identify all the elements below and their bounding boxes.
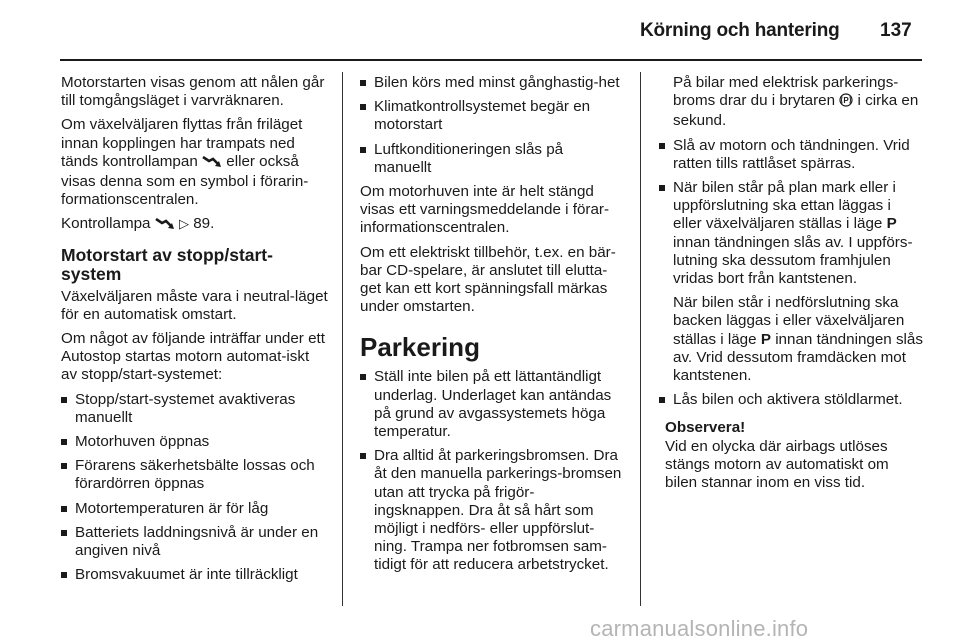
column-1	[61, 74, 329, 590]
list-item: Ställ inte bilen på ett lättantändligt underlag. Underlaget kan antändas på grund av avgassystemets höga temperatur.	[360, 368, 624, 441]
note-text: Vid en olycka där airbags utlöses stängs motorn av automatiskt om bilen stannar inom en viss tid.	[665, 437, 889, 492]
svg-text:P: P	[843, 96, 849, 106]
paragraph: Om något av följande inträffar under ett Autostop startas motorn automat-iskt av stopp/start-systemet:	[61, 330, 325, 384]
column-3	[659, 74, 923, 492]
list-item: Dra alltid åt parkeringsbromsen. Dra åt den manuella parkerings-bromsen utan att trycka på frigör-ingsknappen. Dra åt så hårt som möjligt i nedförs- eller uppförslut-ning. Trampa ner fotbromsen sam-tidigt för att reducera arbetstrycket.	[360, 447, 624, 574]
column-divider-2	[640, 72, 641, 606]
list-item: Slå av motorn och tändningen. Vrid ratten tills rattlåset spärras.	[659, 137, 923, 173]
paragraph	[61, 215, 329, 235]
column-divider-1	[342, 72, 343, 606]
list-item: Luftkonditioneringen slås på manuellt	[360, 141, 624, 177]
paragraph-text: På bilar med elektrisk parkerings-broms drar du i brytaren	[673, 74, 899, 110]
list-item	[659, 179, 923, 385]
gear-position-p: P	[886, 215, 897, 233]
shift-arrow-icon	[155, 217, 175, 235]
list-item: Bromsvakuumet är inte tillräckligt	[61, 566, 329, 584]
paragraph: Om motorhuven inte är helt stängd visas ett varningsmeddelande i förar-informationscentralen.	[360, 183, 610, 237]
list-item-text: innan tändningen slås av. I uppförs-lutning ska dessutom framhjulen vridas bort från kantstenen.	[673, 233, 913, 288]
header-rule	[60, 59, 922, 61]
paragraph-text: eller också visas denna som en symbol i förarin-formationscentralen.	[61, 152, 309, 209]
list-item: Motorhuven öppnas	[61, 433, 329, 451]
shift-arrow-icon	[202, 155, 222, 173]
paragraph	[61, 116, 329, 209]
list-item: Bilen körs med minst gånghastig-het	[360, 74, 624, 92]
list-item: Klimatkontrollsystemet begär en motorstart	[360, 98, 624, 134]
paragraph: Motorstarten visas genom att nålen går till tomgångsläget i varvräknaren.	[61, 74, 325, 110]
reference-arrow-icon: ▷	[178, 216, 189, 232]
list-item-text: När bilen står på plan mark eller i uppförslutning ska ettan läggas i eller växelväljaren ställas i läge	[673, 179, 896, 233]
bullet-list	[360, 74, 624, 177]
list-item: Motortemperaturen är för låg	[61, 500, 329, 518]
list-item-text: innan tändningen slås av. Vrid dessutom framdäcken mot kantstenen.	[673, 330, 923, 385]
list-item: Förarens säkerhetsbälte lossas och förardörren öppnas	[61, 457, 329, 493]
page-number: 137	[880, 20, 912, 41]
bullet-list	[659, 137, 923, 410]
page-header-title: Körning och hantering	[640, 20, 840, 41]
page-reference[interactable]: 89.	[193, 215, 215, 233]
section-subheading: Motorstart av stopp/start-system	[61, 244, 273, 284]
paragraph-text: Kontrollampa	[61, 215, 151, 233]
section-heading: Parkering	[360, 332, 480, 363]
column-2	[360, 74, 624, 581]
paragraph-text: Om växelväljaren flyttas från friläget innan kopplingen har trampats ned tänds kontrollampan	[61, 116, 303, 170]
watermark: carmanualsonline.info	[590, 616, 809, 641]
bullet-list	[61, 391, 329, 585]
list-item: Stopp/start-systemet avaktiveras manuellt	[61, 391, 329, 427]
list-item: Batteriets laddningsnivå är under en angiven nivå	[61, 524, 329, 560]
parking-brake-switch-icon	[839, 93, 853, 112]
list-item: Lås bilen och aktivera stöldlarmet.	[659, 391, 923, 409]
note-title: Observera!	[665, 419, 746, 437]
gear-position-p: P	[760, 330, 771, 348]
bullet-list	[360, 368, 624, 574]
paragraph: Växelväljaren måste vara i neutral-läget för en automatisk omstart.	[61, 287, 328, 323]
paragraph: Om ett elektriskt tillbehör, t.ex. en bär-bar CD-spelare, är anslutet till elutta-get kan ett kort spänningsfall märkas under omstarten.	[360, 243, 616, 316]
list-item-text: När bilen står i nedförslutning ska backen läggas i eller växelväljaren ställas i läge	[673, 294, 905, 348]
paragraph-text: i cirka en sekund.	[673, 92, 919, 130]
paragraph	[659, 74, 923, 131]
list-item-subparagraph	[673, 294, 923, 385]
